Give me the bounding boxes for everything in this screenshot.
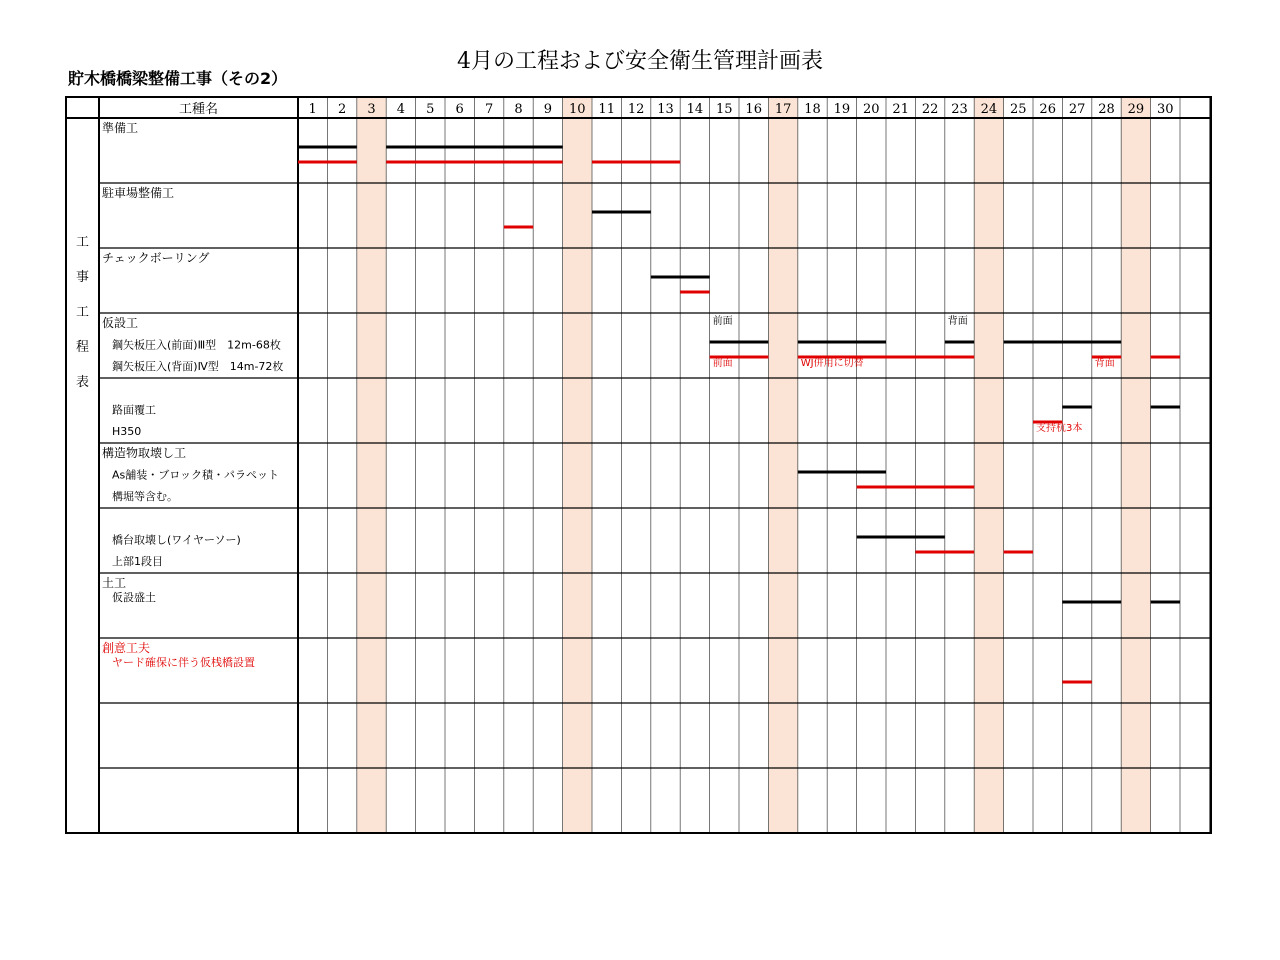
day-header-29: 29 [1127,102,1145,117]
day-header-21: 21 [892,102,909,117]
day-header-9: 9 [543,102,553,117]
project-name: 貯木橋橋梁整備工事（その2） [68,69,288,88]
day-header-24: 24 [980,102,998,117]
day-header-14: 14 [686,102,704,117]
day-header-7: 7 [484,102,494,117]
bar-note: 前面 [712,316,733,327]
work-item-label: 構堀等含む。 [112,490,178,503]
day-header-8: 8 [514,102,523,117]
highlight-column-17 [768,97,797,833]
bar-note: 前面 [712,358,733,369]
side-label-char: 工 [75,305,90,320]
day-header-2: 2 [337,102,347,117]
work-item-label: ヤード確保に伴う仮桟橋設置 [112,655,255,669]
header-work-type: 工種名 [178,102,219,117]
work-item-label: 上部1段目 [112,555,163,568]
day-header-1: 1 [308,102,317,117]
work-item-label: As舗装・ブロック積・パラペット [112,468,280,482]
day-header-13: 13 [657,102,674,117]
work-item-label: 準備工 [102,121,139,135]
work-item-label: 構造物取壊し工 [102,446,187,460]
work-item-label: 仮設盛土 [112,590,156,604]
work-item-label: 仮設工 [102,316,139,330]
day-header-27: 27 [1068,102,1086,117]
day-header-12: 12 [627,102,645,117]
day-header-10: 10 [569,102,586,117]
work-item-label: 路面覆工 [112,403,156,417]
day-header-19: 19 [833,102,851,117]
day-header-5: 5 [426,102,435,117]
day-header-4: 4 [396,102,406,117]
work-item-label: 駐車場整備工 [102,186,175,200]
side-label-char: 表 [75,375,90,390]
highlight-column-10 [563,97,592,833]
day-header-30: 30 [1157,102,1174,117]
day-header-22: 22 [921,102,939,117]
work-item-label: 橋台取壊し(ワイヤーソー) [112,533,241,547]
work-item-label: H350 [112,425,142,438]
page-title: 4月の工程および安全衛生管理計画表 [457,49,823,74]
work-item-label: 鋼矢板圧入(背面)Ⅳ型 14m-72枚 [112,360,284,373]
work-item-label: チェックボーリング [102,251,210,265]
day-header-28: 28 [1098,102,1115,117]
bar-note: 支持杭3本 [1036,423,1083,434]
bar-note: 背面 [1094,358,1115,369]
day-header-26: 26 [1039,102,1056,117]
day-header-20: 20 [863,102,880,117]
bar-note: 背面 [947,316,968,327]
day-header-23: 23 [951,102,968,117]
highlight-column-29 [1121,97,1150,833]
day-header-18: 18 [804,102,821,117]
bar-note: WJ併用に切替 [800,358,864,369]
day-header-25: 25 [1010,102,1027,117]
side-label-char: 工 [75,235,90,250]
day-header-17: 17 [774,102,792,117]
day-header-6: 6 [455,102,464,117]
work-item-label: 鋼矢板圧入(前面)Ⅲ型 12m-68枚 [112,338,281,352]
work-item-label: 土工 [102,576,127,590]
work-item-label: 創意工夫 [102,641,151,655]
table-border [66,97,1211,833]
day-header-16: 16 [745,102,762,117]
highlight-column-24 [974,97,1003,833]
side-label-char: 程 [75,340,90,355]
highlight-column-3 [357,97,386,833]
day-header-3: 3 [367,102,376,117]
day-header-11: 11 [598,102,615,117]
side-label-char: 事 [75,270,90,285]
day-header-15: 15 [716,102,733,117]
